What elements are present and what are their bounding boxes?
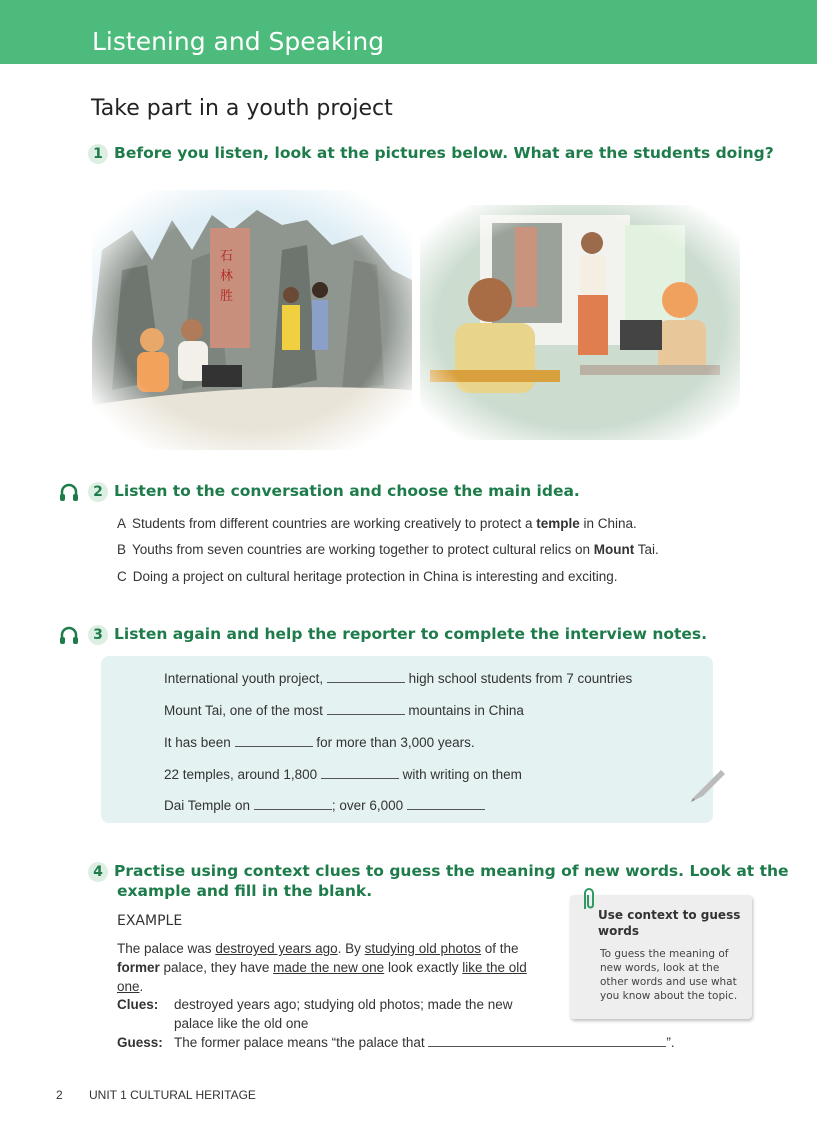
question-3	[88, 625, 707, 645]
tip-title: Use context to guess words	[598, 908, 741, 938]
tip-box	[570, 895, 752, 1019]
guess-label: Guess:	[117, 1035, 163, 1050]
fill-blank[interactable]	[327, 702, 405, 715]
fill-blank[interactable]	[321, 766, 399, 779]
question-text-line-2: example and fill in the blank.	[117, 882, 373, 900]
headphones-icon	[58, 482, 80, 504]
unit-title: UNIT 1 CULTURAL HERITAGE	[89, 1088, 256, 1102]
fill-blank[interactable]	[254, 797, 332, 810]
illustration-stone-forest	[92, 190, 412, 450]
question-1	[88, 144, 774, 164]
question-text: Before you listen, look at the pictures below. What are the students doing?	[114, 144, 774, 162]
page-number: 2	[56, 1088, 63, 1102]
illustration-classroom	[420, 205, 740, 440]
clues-label: Clues:	[117, 997, 159, 1012]
option-b[interactable]: B Youths from seven countries are working together to protect cultural relics on Mount Tai.	[117, 542, 659, 557]
guess-blank[interactable]	[428, 1034, 666, 1047]
option-a[interactable]: A Students from different countries are working creatively to protect a temple in China.	[117, 516, 637, 531]
tip-body: To guess the meaning of new words, look at the other words and use what you know about the topic.	[600, 948, 738, 1002]
section-header	[0, 0, 817, 64]
headphones-icon	[58, 625, 80, 647]
clues-line	[117, 995, 158, 1014]
question-text: Listen to the conversation and choose the main idea.	[114, 482, 580, 500]
lesson-title: Take part in a youth project	[91, 96, 393, 121]
option-c[interactable]: C Doing a project on cultural heritage protection in China is interesting and exciting.	[117, 569, 618, 584]
example-label: EXAMPLE	[117, 913, 183, 929]
pencil-icon	[689, 764, 729, 804]
question-number: 4	[88, 862, 108, 882]
question-text-line-1: Practise using context clues to guess the meaning of new words. Look at the	[114, 862, 789, 880]
question-number: 1	[88, 144, 108, 164]
question-number: 2	[88, 482, 108, 502]
fill-blank[interactable]	[407, 797, 485, 810]
paperclip-icon	[580, 887, 598, 913]
note-line-2: Mount Tai, one of the most mountains in China	[164, 703, 524, 718]
question-number: 3	[88, 625, 108, 645]
section-title: Listening and Speaking	[92, 27, 385, 56]
example-paragraph: The palace was destroyed years ago. By studying old photos of the former palace, they have made the new one look exactly like the old one.	[117, 941, 527, 994]
fill-blank[interactable]	[327, 670, 405, 683]
note-line-3: It has been for more than 3,000 years.	[164, 735, 475, 750]
fill-blank[interactable]	[235, 734, 313, 747]
note-line-4: 22 temples, around 1,800 with writing on them	[164, 767, 522, 782]
guess-line: The former palace means “the palace that ”.	[174, 1035, 675, 1050]
clues-text: destroyed years ago; studying old photos; made the new palace like the old one	[174, 997, 513, 1031]
note-line-1: International youth project, high school students from 7 countries	[164, 671, 633, 686]
question-text: Listen again and help the reporter to complete the interview notes.	[114, 625, 708, 643]
note-line-5: Dai Temple on ; over 6,000	[164, 797, 485, 813]
question-2	[88, 482, 580, 502]
